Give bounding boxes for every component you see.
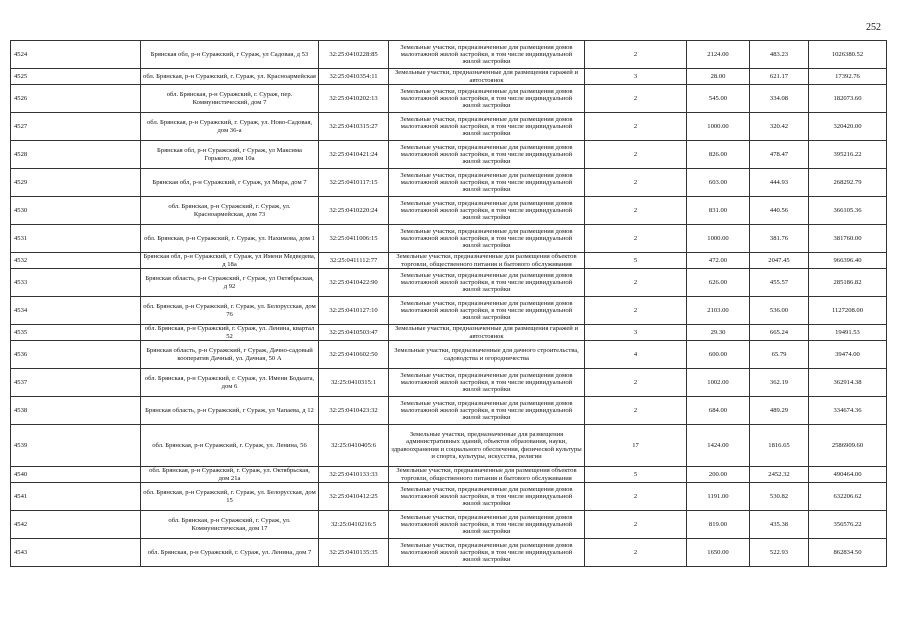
- land-use-cell: Земельные участки, предназначенные для размещения домов малоэтажной жилой застройки, в том числе индивидуальной жилой застройки: [389, 511, 585, 539]
- cadastral-value-cell: 2586909.60: [809, 425, 887, 467]
- table-row: [11, 225, 887, 253]
- address-cell: обл. Брянская, р-н Суражский, г. Сураж, ул. Белорусская, дом 15: [141, 483, 319, 511]
- specific-value-cell: 478.47: [750, 141, 809, 169]
- cadastral-value-cell: 395216.22: [809, 141, 887, 169]
- row-number-cell: 4542: [11, 511, 141, 539]
- group-cell: 2: [585, 483, 687, 511]
- cadastral-number-cell: 32:25:0410117:15: [319, 169, 389, 197]
- land-use-cell: Земельные участки, предназначенные для размещения домов малоэтажной жилой застройки, в том числе индивидуальной жилой застройки: [389, 225, 585, 253]
- address-cell: Брянская обл, р-н Суражский, г Сураж, ул Имени Медведева, д 18а: [141, 253, 319, 269]
- cadastral-number-cell: 32:25:0410354:11: [319, 69, 389, 85]
- area-cell: 600.00: [687, 341, 750, 369]
- group-cell: 3: [585, 69, 687, 85]
- specific-value-cell: 2047.45: [750, 253, 809, 269]
- cadastral-number-cell: 32:25:0410602:50: [319, 341, 389, 369]
- area-cell: 545.00: [687, 85, 750, 113]
- cadastral-value-cell: 19491.53: [809, 325, 887, 341]
- table-row: [11, 341, 887, 369]
- row-number-cell: 4538: [11, 397, 141, 425]
- land-use-cell: Земельные участки, предназначенные для размещения домов малоэтажной жилой застройки, в том числе индивидуальной жилой застройки: [389, 269, 585, 297]
- cadastral-value-cell: 632206.62: [809, 483, 887, 511]
- cadastral-number-cell: 32:25:0410216:5: [319, 511, 389, 539]
- cadastral-number-cell: 32:25:0410228:85: [319, 41, 389, 69]
- specific-value-cell: 483.23: [750, 41, 809, 69]
- row-number-cell: 4535: [11, 325, 141, 341]
- cadastral-value-table: [10, 40, 887, 567]
- table-row: [11, 369, 887, 397]
- group-cell: 2: [585, 397, 687, 425]
- cadastral-number-cell: 32:25:0410133:33: [319, 467, 389, 483]
- specific-value-cell: 455.57: [750, 269, 809, 297]
- group-cell: 2: [585, 269, 687, 297]
- land-use-cell: Земельные участки, предназначенные для размещения домов малоэтажной жилой застройки, в том числе индивидуальной жилой застройки: [389, 197, 585, 225]
- address-cell: Брянская обл, р-н Суражский, г Сураж, ул Мира, дом 7: [141, 169, 319, 197]
- land-use-cell: Земельные участки, предназначенные для размещения домов малоэтажной жилой застройки, в том числе индивидуальной жилой застройки: [389, 169, 585, 197]
- specific-value-cell: 621.17: [750, 69, 809, 85]
- cadastral-number-cell: 32:25:0410315:1: [319, 369, 389, 397]
- area-cell: 472.00: [687, 253, 750, 269]
- address-cell: обл. Брянская, р-н Суражский, г. Сураж, ул. Октябрьская, дом 21а: [141, 467, 319, 483]
- table-row: [11, 85, 887, 113]
- address-cell: Брянская обл, р-н Суражский, г Сураж, ул Максима Горького, дом 10а: [141, 141, 319, 169]
- area-cell: 1000.00: [687, 225, 750, 253]
- cadastral-value-cell: 966396.40: [809, 253, 887, 269]
- area-cell: 200.00: [687, 467, 750, 483]
- cadastral-number-cell: 32:25:0410220:24: [319, 197, 389, 225]
- table-row: [11, 397, 887, 425]
- address-cell: Брянская обл, р-н Суражский, г Сураж, ул Садовая, д 53: [141, 41, 319, 69]
- group-cell: 2: [585, 85, 687, 113]
- land-use-cell: Земельные участки, предназначенные для размещения домов малоэтажной жилой застройки, в том числе индивидуальной жилой застройки: [389, 41, 585, 69]
- row-number-cell: 4541: [11, 483, 141, 511]
- row-number-cell: 4537: [11, 369, 141, 397]
- area-cell: 1650.00: [687, 539, 750, 567]
- cadastral-value-cell: 285186.82: [809, 269, 887, 297]
- area-cell: 831.00: [687, 197, 750, 225]
- cadastral-value-cell: 381760.00: [809, 225, 887, 253]
- specific-value-cell: 440.56: [750, 197, 809, 225]
- land-use-cell: Земельные участки, предназначенные для размещения домов малоэтажной жилой застройки, в том числе индивидуальной жилой застройки: [389, 539, 585, 567]
- table-body: [11, 41, 887, 567]
- area-cell: 626.00: [687, 269, 750, 297]
- address-cell: обл. Брянская, р-н Суражский, г. Сураж, ул. Ленина, квартал 52: [141, 325, 319, 341]
- address-cell: обл. Брянская, р-н Суражский, г. Сураж, ул. Ленина, 56: [141, 425, 319, 467]
- group-cell: 17: [585, 425, 687, 467]
- address-cell: Брянская область, р-н Суражский, г Сураж, Дачно-садовый кооператив Дачный, ул. Дачная, 50 А: [141, 341, 319, 369]
- table-row: [11, 197, 887, 225]
- row-number-cell: 4526: [11, 85, 141, 113]
- table-row: [11, 325, 887, 341]
- table-row: [11, 113, 887, 141]
- address-cell: обл. Брянская, р-н Суражский, г. Сураж, пер. Коммунистический, дом 7: [141, 85, 319, 113]
- area-cell: 684.00: [687, 397, 750, 425]
- specific-value-cell: 489.29: [750, 397, 809, 425]
- specific-value-cell: 2452.32: [750, 467, 809, 483]
- group-cell: 2: [585, 113, 687, 141]
- specific-value-cell: 65.79: [750, 341, 809, 369]
- area-cell: 826.00: [687, 141, 750, 169]
- group-cell: 5: [585, 467, 687, 483]
- address-cell: обл. Брянская, р-н Суражский, г. Сураж, ул. Ново-Садовая, дом 36-а: [141, 113, 319, 141]
- table-row: [11, 269, 887, 297]
- table-row: [11, 253, 887, 269]
- cadastral-number-cell: 32:25:0410423:32: [319, 397, 389, 425]
- group-cell: 5: [585, 253, 687, 269]
- cadastral-number-cell: 32:25:0410127:10: [319, 297, 389, 325]
- table-row: [11, 483, 887, 511]
- cadastral-value-cell: 1026380.52: [809, 41, 887, 69]
- row-number-cell: 4536: [11, 341, 141, 369]
- row-number-cell: 4525: [11, 69, 141, 85]
- group-cell: 2: [585, 41, 687, 69]
- area-cell: 1000.00: [687, 113, 750, 141]
- cadastral-value-cell: 39474.00: [809, 341, 887, 369]
- group-cell: 2: [585, 511, 687, 539]
- address-cell: обл. Брянская, р-н Суражский, г. Сураж, ул. Нахимова, дом 1: [141, 225, 319, 253]
- group-cell: 2: [585, 225, 687, 253]
- group-cell: 4: [585, 341, 687, 369]
- row-number-cell: 4524: [11, 41, 141, 69]
- cadastral-value-cell: 17392.76: [809, 69, 887, 85]
- land-use-cell: Земельные участки, предназначенные для размещения домов малоэтажной жилой застройки, в том числе индивидуальной жилой застройки: [389, 369, 585, 397]
- address-cell: Брянская область, р-н Суражский, г Сураж, ул Октябрьская, д 92: [141, 269, 319, 297]
- specific-value-cell: 320.42: [750, 113, 809, 141]
- row-number-cell: 4527: [11, 113, 141, 141]
- land-use-cell: Земельные участки, предназначенные для размещения домов малоэтажной жилой застройки, в том числе индивидуальной жилой застройки: [389, 85, 585, 113]
- specific-value-cell: 536.00: [750, 297, 809, 325]
- cadastral-number-cell: 32:25:0411112:77: [319, 253, 389, 269]
- land-use-cell: Земельные участки, предназначенные для размещения объектов торговли, общественного питания и бытового обслуживания: [389, 467, 585, 483]
- cadastral-value-cell: 320420.00: [809, 113, 887, 141]
- row-number-cell: 4528: [11, 141, 141, 169]
- row-number-cell: 4531: [11, 225, 141, 253]
- land-use-cell: Земельные участки, предназначенные для размещения домов малоэтажной жилой застройки, в том числе индивидуальной жилой застройки: [389, 297, 585, 325]
- group-cell: 2: [585, 197, 687, 225]
- row-number-cell: 4540: [11, 467, 141, 483]
- area-cell: 2103.00: [687, 297, 750, 325]
- address-cell: обл. Брянская, р-н Суражский, г. Сураж, ул. Ленина, дом 7: [141, 539, 319, 567]
- group-cell: 2: [585, 297, 687, 325]
- table-row: [11, 539, 887, 567]
- land-use-cell: Земельные участки, предназначенные для размещения гаражей и автостоянок: [389, 325, 585, 341]
- address-cell: обл. Брянская, р-н Суражский, г. Сураж, ул. Белорусская, дом 76: [141, 297, 319, 325]
- group-cell: 2: [585, 369, 687, 397]
- cadastral-number-cell: 32:25:0410422:90: [319, 269, 389, 297]
- specific-value-cell: 665.24: [750, 325, 809, 341]
- table-row: [11, 425, 887, 467]
- table-row: [11, 69, 887, 85]
- cadastral-number-cell: 32:25:0410315:27: [319, 113, 389, 141]
- table-row: [11, 511, 887, 539]
- area-cell: 1191.00: [687, 483, 750, 511]
- table-row: [11, 141, 887, 169]
- cadastral-value-cell: 1127208.00: [809, 297, 887, 325]
- row-number-cell: 4530: [11, 197, 141, 225]
- land-use-cell: Земельные участки, предназначенные для дачного строительства, садоводства и огородничества: [389, 341, 585, 369]
- cadastral-value-cell: 366105.36: [809, 197, 887, 225]
- area-cell: 29.30: [687, 325, 750, 341]
- row-number-cell: 4534: [11, 297, 141, 325]
- area-cell: 2124.00: [687, 41, 750, 69]
- table-row: [11, 41, 887, 69]
- land-use-cell: Земельные участки, предназначенные для размещения административных зданий, объектов образования, науки, здравоохранения и социального обеспечения, физической культуры и спорта, культуры, искусства, религии: [389, 425, 585, 467]
- row-number-cell: 4539: [11, 425, 141, 467]
- cadastral-number-cell: 32:25:0410135:35: [319, 539, 389, 567]
- cadastral-number-cell: 32:25:0410202:13: [319, 85, 389, 113]
- cadastral-value-cell: 334674.36: [809, 397, 887, 425]
- cadastral-number-cell: 32:25:0410405:6: [319, 425, 389, 467]
- specific-value-cell: 444.93: [750, 169, 809, 197]
- specific-value-cell: 334.08: [750, 85, 809, 113]
- cadastral-value-cell: 182073.60: [809, 85, 887, 113]
- specific-value-cell: 435.38: [750, 511, 809, 539]
- table-row: [11, 467, 887, 483]
- group-cell: 2: [585, 539, 687, 567]
- area-cell: 1424.00: [687, 425, 750, 467]
- area-cell: 1002.00: [687, 369, 750, 397]
- area-cell: 819.00: [687, 511, 750, 539]
- land-use-cell: Земельные участки, предназначенные для размещения домов малоэтажной жилой застройки, в том числе индивидуальной жилой застройки: [389, 397, 585, 425]
- cadastral-number-cell: 32:25:0411006:15: [319, 225, 389, 253]
- specific-value-cell: 530.82: [750, 483, 809, 511]
- area-cell: 603.00: [687, 169, 750, 197]
- table-row: [11, 169, 887, 197]
- row-number-cell: 4533: [11, 269, 141, 297]
- address-cell: Брянская область, р-н Суражский, г Сураж, ул Чапаева, д 12: [141, 397, 319, 425]
- page-number: 252: [866, 22, 881, 33]
- table-row: [11, 297, 887, 325]
- land-use-cell: Земельные участки, предназначенные для размещения гаражей и автостоянок: [389, 69, 585, 85]
- row-number-cell: 4543: [11, 539, 141, 567]
- cadastral-number-cell: 32:25:0410412:25: [319, 483, 389, 511]
- address-cell: обл. Брянская, р-н Суражский, г. Сураж, ул. Красноармейская, дом 73: [141, 197, 319, 225]
- group-cell: 2: [585, 169, 687, 197]
- land-use-cell: Земельные участки, предназначенные для размещения объектов торговли, общественного питания и бытового обслуживания: [389, 253, 585, 269]
- cadastral-number-cell: 32:25:0410503:47: [319, 325, 389, 341]
- row-number-cell: 4529: [11, 169, 141, 197]
- specific-value-cell: 522.93: [750, 539, 809, 567]
- land-use-cell: Земельные участки, предназначенные для размещения домов малоэтажной жилой застройки, в том числе индивидуальной жилой застройки: [389, 141, 585, 169]
- specific-value-cell: 362.19: [750, 369, 809, 397]
- specific-value-cell: 1816.65: [750, 425, 809, 467]
- area-cell: 28.00: [687, 69, 750, 85]
- cadastral-number-cell: 32:25:0410421:24: [319, 141, 389, 169]
- cadastral-value-cell: 356576.22: [809, 511, 887, 539]
- group-cell: 2: [585, 141, 687, 169]
- land-use-cell: Земельные участки, предназначенные для размещения домов малоэтажной жилой застройки, в том числе индивидуальной жилой застройки: [389, 113, 585, 141]
- specific-value-cell: 381.76: [750, 225, 809, 253]
- land-use-cell: Земельные участки, предназначенные для размещения домов малоэтажной жилой застройки, в том числе индивидуальной жилой застройки: [389, 483, 585, 511]
- cadastral-value-cell: 490464.00: [809, 467, 887, 483]
- address-cell: обл. Брянская, р-н Суражский, г. Сураж, ул. Имени Бодыата, дом 6: [141, 369, 319, 397]
- address-cell: обл. Брянская, р-н Суражский, г. Сураж, ул. Красноармейская: [141, 69, 319, 85]
- row-number-cell: 4532: [11, 253, 141, 269]
- group-cell: 3: [585, 325, 687, 341]
- address-cell: обл. Брянская, р-н Суражский, г. Сураж, ул. Коммунистическая, дом 17: [141, 511, 319, 539]
- cadastral-value-cell: 862834.50: [809, 539, 887, 567]
- cadastral-value-cell: 362914.38: [809, 369, 887, 397]
- cadastral-value-cell: 268292.79: [809, 169, 887, 197]
